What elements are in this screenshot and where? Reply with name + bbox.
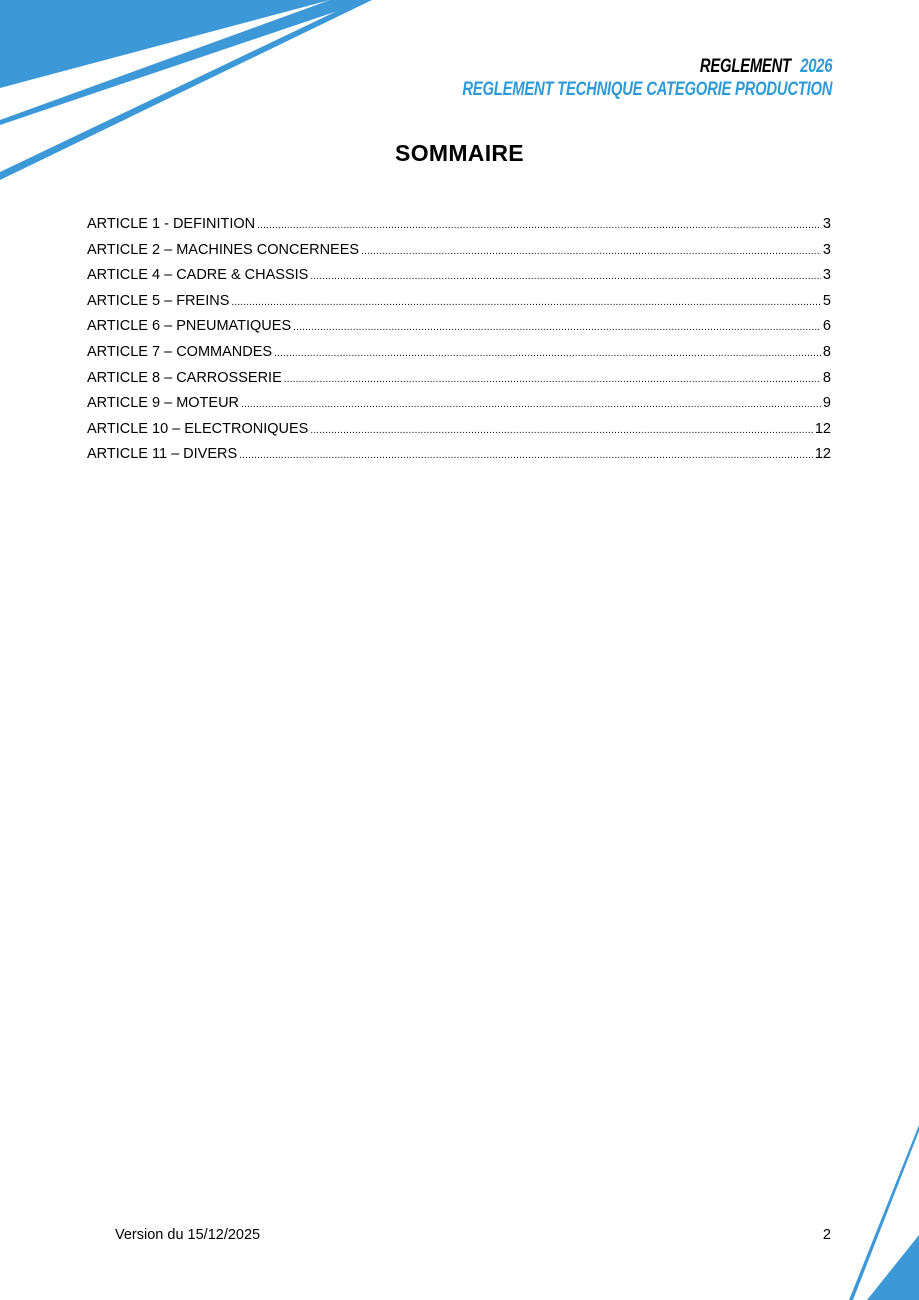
table-of-contents: [87, 214, 831, 470]
toc-entry-page: 3: [822, 216, 831, 232]
toc-entry-page: 12: [814, 420, 831, 437]
toc-entry[interactable]: [87, 419, 831, 445]
page-title: SOMMAIRE: [395, 140, 524, 166]
toc-entry[interactable]: [87, 291, 831, 317]
toc-entry[interactable]: [87, 265, 831, 291]
footer-page-number: 2: [822, 1227, 831, 1243]
toc-dot-leader: [310, 421, 813, 441]
document-header: [462, 56, 832, 102]
toc-entry[interactable]: [87, 316, 831, 342]
toc-dot-leader: [361, 242, 821, 262]
toc-entry-label: ARTICLE 6 – PNEUMATIQUES: [87, 318, 292, 335]
toc-entry-label: ARTICLE 8 – CARROSSERIE: [87, 369, 282, 386]
bottom-right-decoration: [849, 1125, 919, 1300]
toc-dot-leader: [241, 395, 821, 415]
toc-dot-leader: [284, 370, 821, 390]
toc-entry-page: 12: [814, 446, 831, 463]
toc-dot-leader: [257, 216, 821, 236]
toc-dot-leader: [310, 267, 821, 287]
footer-version: Version du 15/12/2025: [115, 1227, 261, 1243]
toc-entry-label: ARTICLE 10 – ELECTRONIQUES: [87, 420, 309, 437]
toc-entry-label: ARTICLE 4 – CADRE & CHASSIS: [87, 267, 309, 284]
toc-entry-label: ARTICLE 5 – FREINS: [87, 292, 230, 309]
toc-entry-page: 3: [822, 267, 831, 284]
toc-entry-page: 8: [822, 369, 831, 386]
toc-entry[interactable]: [87, 444, 831, 470]
toc-entry-page: 6: [822, 318, 831, 335]
toc-dot-leader: [274, 344, 821, 364]
toc-entry-label: ARTICLE 1 - DEFINITION: [87, 216, 256, 232]
toc-dot-leader: [293, 318, 821, 338]
toc-entry-label: ARTICLE 9 – MOTEUR: [87, 395, 240, 412]
header-year: 2026: [799, 56, 832, 77]
toc-dot-leader: [231, 293, 821, 313]
toc-entry[interactable]: [87, 214, 831, 240]
toc-entry-label: ARTICLE 7 – COMMANDES: [87, 343, 273, 360]
toc-entry[interactable]: [87, 368, 831, 394]
header-subtitle: REGLEMENT TECHNIQUE CATEGORIE PRODUCTION: [462, 79, 832, 100]
toc-entry-page: 9: [822, 395, 831, 412]
toc-entry-page: 5: [822, 292, 831, 309]
header-reglement-line: [462, 56, 832, 78]
toc-entry-label: ARTICLE 2 – MACHINES CONCERNEES: [87, 241, 360, 258]
toc-entry[interactable]: [87, 393, 831, 419]
toc-entry-page: 8: [822, 343, 831, 360]
toc-entry[interactable]: [87, 240, 831, 266]
toc-entry-label: ARTICLE 11 – DIVERS: [87, 446, 238, 463]
toc-dot-leader: [239, 446, 813, 466]
header-reglement-label: REGLEMENT: [699, 56, 791, 77]
toc-entry[interactable]: [87, 342, 831, 368]
toc-entry-page: 3: [822, 241, 831, 258]
